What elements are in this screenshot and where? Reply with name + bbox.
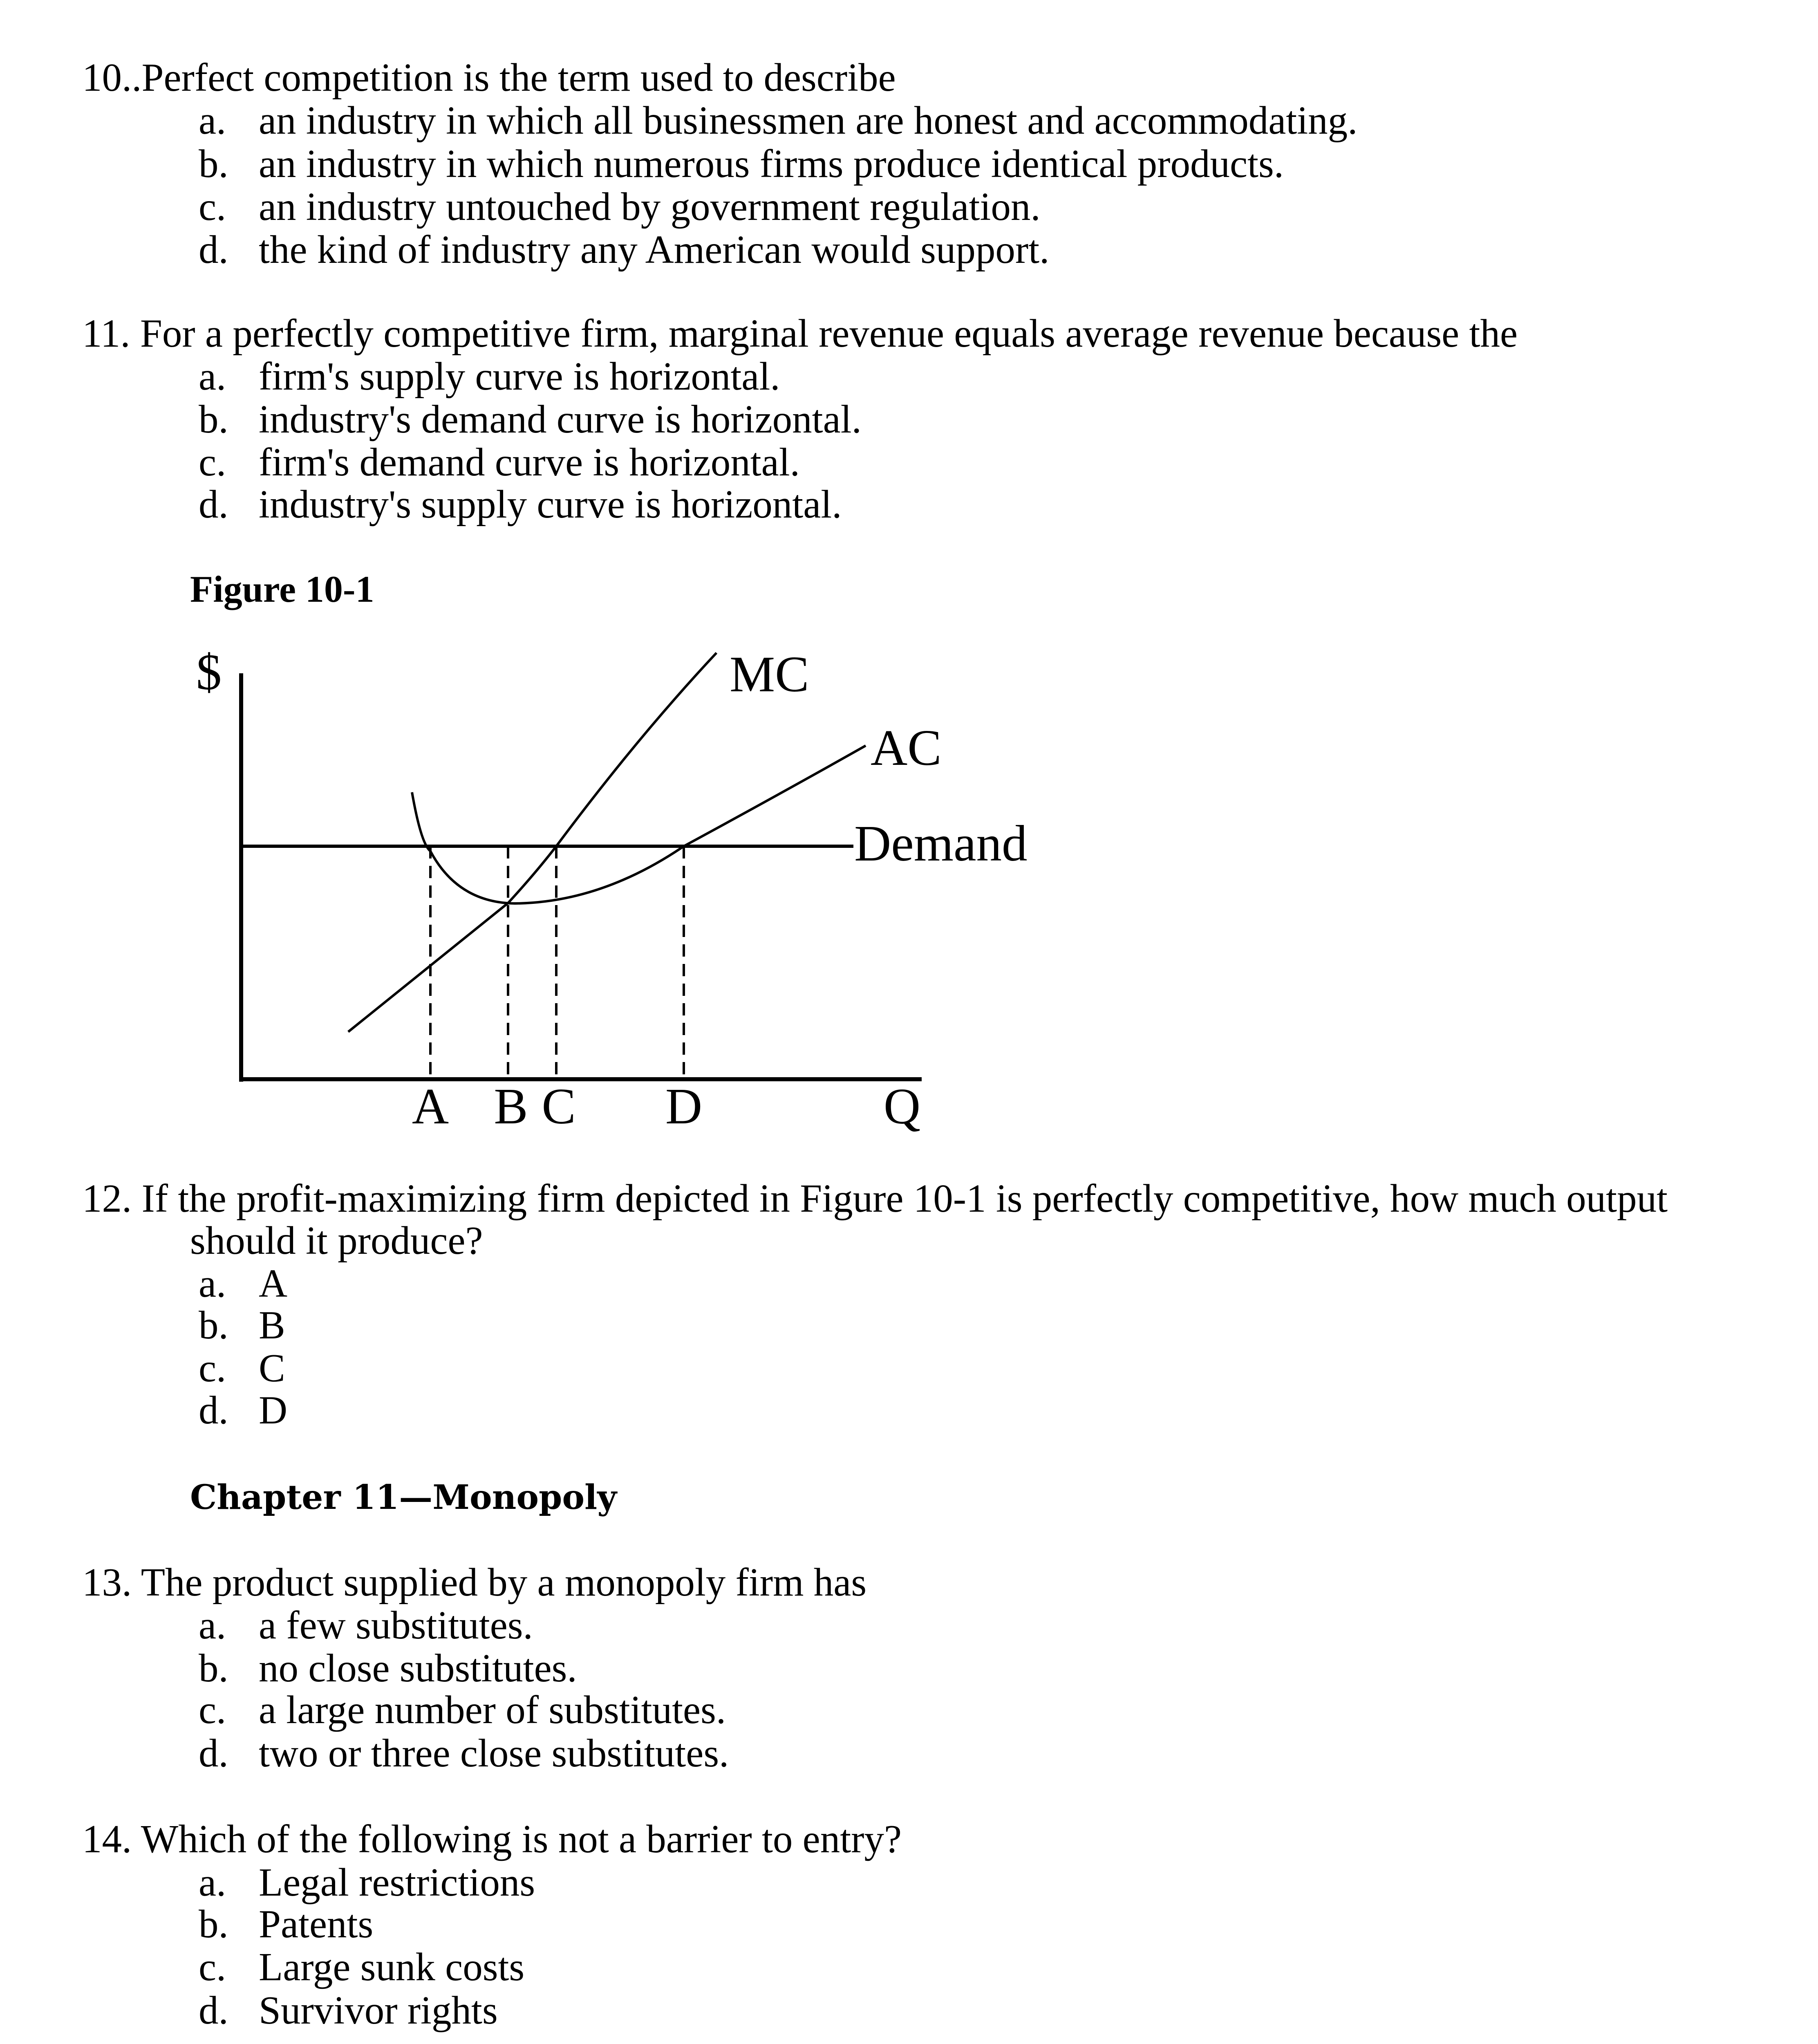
option-text: D	[259, 1388, 288, 1432]
option-text: industry's demand curve is horizontal.	[259, 397, 862, 441]
mc-label: MC	[730, 646, 809, 703]
question-14-stem: 14. Which of the following is not a barrier to entry?	[82, 1817, 902, 1861]
option-letter: c.	[199, 185, 226, 229]
option-text: the kind of industry any American would support.	[259, 228, 1050, 271]
option-letter: c.	[199, 1945, 226, 1989]
option-letter: b.	[199, 397, 228, 441]
ac-curve	[412, 746, 866, 903]
option-text: C	[259, 1346, 285, 1390]
option-letter: d.	[199, 1988, 228, 2032]
option-letter: b.	[199, 142, 228, 186]
option-letter: d.	[199, 1388, 228, 1432]
option-letter: b.	[199, 1902, 228, 1946]
option-letter: a.	[199, 99, 226, 142]
option-text: firm's demand curve is horizontal.	[259, 440, 800, 484]
option-letter: c.	[199, 1688, 226, 1732]
option-text: a large number of substitutes.	[259, 1688, 726, 1732]
option-text: Large sunk costs	[259, 1945, 525, 1989]
option-text: two or three close substitutes.	[259, 1731, 729, 1775]
option-letter: b.	[199, 1303, 228, 1347]
option-text: an industry in which numerous firms produce identical products.	[259, 142, 1284, 186]
option-letter: a.	[199, 354, 226, 398]
question-13-stem: 13. The product supplied by a monopoly firm has	[82, 1560, 867, 1604]
option-text: firm's supply curve is horizontal.	[259, 354, 780, 398]
option-text: industry's supply curve is horizontal.	[259, 482, 842, 526]
option-letter: c.	[199, 440, 226, 484]
chapter-heading: Chapter 11—Monopoly	[190, 1478, 617, 1517]
option-text: Survivor rights	[259, 1988, 498, 2032]
option-text: an industry untouched by government regulation.	[259, 185, 1041, 229]
option-text: B	[259, 1303, 285, 1347]
option-text: Patents	[259, 1902, 374, 1946]
question-11-stem: 11. For a perfectly competitive firm, marginal revenue equals average revenue because the	[82, 312, 1518, 355]
question-10-stem: 10..Perfect competition is the term used to describe	[82, 56, 896, 99]
option-letter: a.	[199, 1860, 226, 1904]
option-letter: c.	[199, 1346, 226, 1390]
quantity-label-c: C	[542, 1078, 576, 1135]
option-text: a few substitutes.	[259, 1603, 533, 1647]
y-axis-label: $	[196, 644, 222, 701]
quantity-label-d: D	[665, 1078, 703, 1135]
option-letter: d.	[199, 1731, 228, 1775]
quantity-label-a: A	[412, 1078, 449, 1135]
figure-title: Figure 10-1	[190, 568, 374, 610]
option-text: Legal restrictions	[259, 1860, 535, 1904]
option-letter: a.	[199, 1262, 226, 1305]
option-text: no close substitutes.	[259, 1646, 577, 1690]
question-12-stem-cont: should it produce?	[190, 1219, 483, 1262]
option-text: A	[259, 1262, 288, 1305]
demand-label: Demand	[854, 816, 1028, 872]
option-letter: d.	[199, 228, 228, 271]
question-12-stem: 12. If the profit-maximizing firm depicted in Figure 10-1 is perfectly competitive, how much output	[82, 1177, 1668, 1220]
option-text: an industry in which all businessmen are honest and accommodating.	[259, 99, 1358, 142]
ac-label: AC	[871, 720, 942, 776]
quantity-label-b: B	[494, 1078, 528, 1135]
mc-curve	[348, 653, 716, 1032]
option-letter: b.	[199, 1646, 228, 1690]
option-letter: a.	[199, 1603, 226, 1647]
x-axis-label: Q	[883, 1078, 921, 1135]
option-letter: d.	[199, 482, 228, 526]
